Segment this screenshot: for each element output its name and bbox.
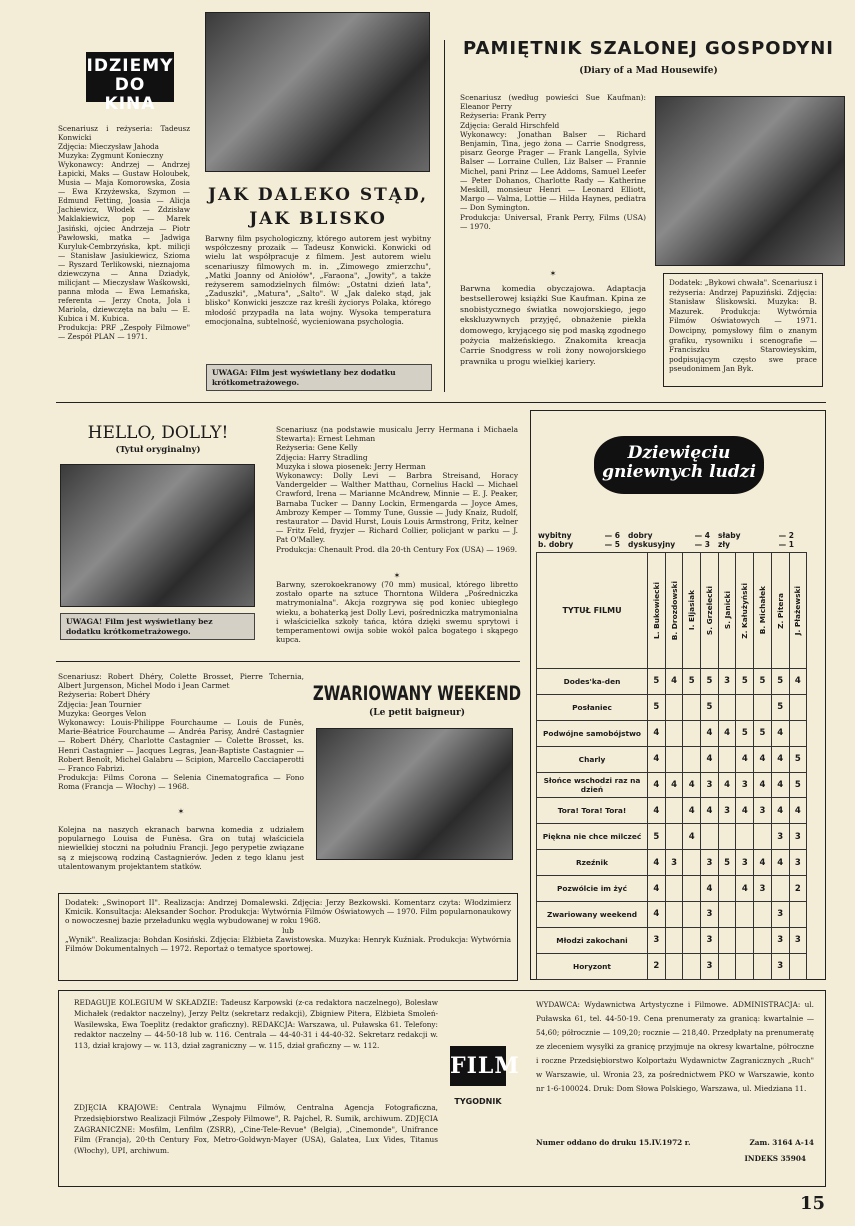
pamietnik-dodatek-box [663, 273, 823, 387]
rating-cell: 4 [771, 746, 789, 772]
footer-index: INDEKS 35904 [744, 1154, 806, 1163]
rating-cell: 4 [648, 720, 666, 746]
film-row [537, 902, 807, 928]
critic-name: Z. Kałużyński [740, 582, 750, 639]
hello-description: Barwny, szerokoekranowy (70 mm) musical, którego libretto zostało oparte na sztuce Thorntona Wildera „Pośredniczka matrymonialna". Akcja rozgrywa się pod koniec ubiegłego wieku, a bohaterką jest Dolly Levi, pośredniczka matrymonialna i właścicielka szkoły tańca, która dzięki swemu sprytowi i temperamentowi owija sobie wokół palca bogatego i skąpego kupca. [276, 580, 518, 645]
rating-cell: 3 [789, 850, 807, 876]
rating-cell [789, 902, 807, 928]
critic-name: S. Grzelecki [704, 585, 714, 636]
rating-cell: 3 [736, 850, 754, 876]
critic-header [754, 553, 772, 669]
critic-name: B. Drozdowski [669, 580, 679, 641]
rating-cell: 5 [648, 669, 666, 695]
rating-cell [665, 953, 683, 979]
critic-header [789, 553, 807, 669]
rating-cell: 5 [789, 772, 807, 798]
rating-cell: 4 [665, 772, 683, 798]
legend-value: — 5 [604, 540, 620, 549]
rating-cell: 5 [754, 669, 772, 695]
rating-cell: 4 [754, 850, 772, 876]
weekend-description: Kolejna na naszych ekranach barwna komedia z udziałem popularnego Louisa de Funèsa. Gra on tutaj właściciela niewielkiej stoczni na południu Francji. Jego perypetie związane są z miejscową rodziną Castagnierów. Jeden z tego klanu jest utalentowanym projektantem statków. [58, 825, 304, 871]
rating-cell [754, 694, 772, 720]
rating-cell: 5 [648, 694, 666, 720]
rating-cell: 5 [683, 669, 701, 695]
rating-cell: 3 [789, 927, 807, 953]
film-title: Horyzont [537, 953, 648, 979]
rating-cell: 4 [754, 772, 772, 798]
rating-cell [683, 720, 701, 746]
pamietnik-subtitle: (Diary of a Mad Housewife) [579, 66, 718, 76]
rating-cell: 4 [771, 798, 789, 824]
legend-label: dobry [628, 531, 653, 540]
weekend-star: ✶ [177, 807, 185, 816]
rating-cell: 3 [701, 953, 719, 979]
jak-title [198, 183, 438, 231]
jak-description: Barwny film psychologiczny, którego autorem jest wybitny współczesny prozaik — Tadeusz Konwicki. Konwicki od wielu lat współpracuje z filmem. Jest autorem wielu scenariuszy filmowych m. in. „Zimowego zmierzchu", „Matki Joanny od Aniołów", „Faraona", „Jowity", a także reżyserem samodzielnych filmów: „Ostatni dzień lata", „Zaduszki", „Matura", „Salto". W „Jak daleko stąd, jak blisko" Konwicki jeszcze raz kreśli życiorys Polaka, którego młodość przypadła na lata wojny. Wysoka temperatura emocjonalna, subtelność, wycieniowana psychologia. [205, 234, 431, 326]
rating-cell [665, 720, 683, 746]
rating-cell: 4 [683, 798, 701, 824]
rating-cell [736, 927, 754, 953]
rating-cell [771, 876, 789, 902]
film-row [537, 927, 807, 953]
film-logo: FILM [450, 1046, 506, 1086]
film-title: Słońce wschodzi raz na dzień [537, 772, 648, 798]
rating-cell [683, 850, 701, 876]
film-title: Podwójne samobójstwo [537, 720, 648, 746]
rating-cell [718, 902, 736, 928]
rating-cell: 5 [771, 669, 789, 695]
critic-name: B. Michałek [757, 586, 767, 635]
film-title: Piękna nie chce milczeć [537, 824, 648, 850]
critic-name: Z. Pitera [775, 592, 785, 629]
film-title: Pozwólcie im żyć [537, 876, 648, 902]
rating-cell: 3 [771, 927, 789, 953]
rating-cell: 3 [736, 772, 754, 798]
kino-logo-line2: DO KINA [104, 75, 156, 114]
rating-cell: 3 [718, 669, 736, 695]
rating-cell: 4 [771, 850, 789, 876]
rating-cell: 4 [701, 746, 719, 772]
critic-header [718, 553, 736, 669]
rating-cell: 4 [718, 720, 736, 746]
rating-cell [683, 694, 701, 720]
dodatek-wynik: „Wynik". Realizacja: Bohdan Kosiński. Zdjęcia: Elżbieta Zawistowska. Muzyka: Henryk Kuźniak. Produkcja: Wytwórnia Filmów Dokumentalnych — 1972. Reportaż o tematyce sportowej. [65, 934, 511, 954]
legend-label: dyskusyjny [628, 540, 676, 549]
critic-header [665, 553, 683, 669]
critic-name: J. Płażewski [793, 585, 803, 636]
jak-credits: Scenariusz i reżyseria: Tadeusz Konwicki Zdjęcia: Mieczysław Jahoda Muzyka: Zygmunt Konieczny Wykonawcy: Andrzej — Andrzej Łapicki, Maks — Gustaw Holoubek, Musia — Maja Komorowska, Zosia — Ewa Krzyżewska, Szymon — Edmund Fetting, Joasia — Alicja Jachiewicz, Włodek — Zdzisław Maklakiewicz, pop — Marek Jasiński, ojciec Andrzeja — Piotr Pawłowski, matka — Jadwiga Kuryluk-Cembrzyńska, kpt. milicji — Stanisław Jasiukiewicz, Szioma — Ryszard Terlikowski, nieznajoma dziewczyna — Anna Dziadyk, milicjant — Mieczysław Waśkowski, panna młoda — Ewa Lemańska, referenta — Jerzy Cnota, Jola i Mariola, dziewczęta na balu — E. Kubica i M. Kubica. Produkcja: PRF „Zespoły Filmowe" — Zespół PLAN — 1971. [58, 124, 190, 342]
rating-cell: 4 [648, 876, 666, 902]
footer-order-date: Numer oddano do druku 15.IV.1972 r. [536, 1138, 691, 1147]
rating-cell: 4 [718, 772, 736, 798]
rating-cell: 4 [683, 824, 701, 850]
rating-cell: 4 [648, 902, 666, 928]
legend-value: — 2 [778, 531, 794, 540]
footer-editorial: REDAGUJE KOLEGIUM W SKŁADZIE: Tadeusz Karpowski (z-ca redaktora naczelnego), Bolesław Michałek (redaktor naczelny), Jerzy Peltz (sekretarz redakcji), Zbigniew Pitera, Elżbieta Smoleń-Wasilewska, Ewa Toeplitz (redaktor graficzny). REDAKCJA: Warszawa, ul. Puławska 61. Telefony: redaktor naczelny — 44-50-18 lub w. 116. Centrala — 44-40-31 i 44-40-32. Sekretarz redakcji w. 113, dział krajowy — w. 113, dział zagraniczny — w. 115, dział graficzny — w. 112. [74, 998, 438, 1051]
hello-title: HELLO, DOLLY! [87, 423, 229, 443]
jak-photo [205, 12, 430, 172]
pamietnik-photo [655, 96, 845, 266]
rating-cell: 5 [701, 669, 719, 695]
rating-cell: 4 [771, 772, 789, 798]
legend-value: — 1 [778, 540, 794, 549]
jak-title-line2: JAK BLISKO [249, 209, 387, 229]
weekend-credits: Scenariusz: Robert Dhéry, Colette Brosset, Pierre Tchernia, Albert Jurgenson, Michel Modo i Jean Carmet Reżyseria: Robert Dhéry Zdjęcia: Jean Tournier Muzyka: Georges Velon Wykonawcy: Louis-Philippe Fourchaume — Louis de Funès, Marie-Béatrice Fourchaume — Andréa Parisy, André Castagnier — Robert Dhéry, Charlotte Castagnier — Colette Brosset, ks. Henri Castagnier — Jacques Legras, Jean-Baptiste Castagnier — Robert Benoît, Michel Galabru — Scipion, Marcello Cacciaperotti — Franco Fabrizi. Produkcja: Films Corona — Selenia Cinematografica — Fono Roma (Francja — Włochy) — 1968. [58, 672, 304, 792]
film-title: Zwariowany weekend [537, 902, 648, 928]
rating-legend [538, 531, 820, 549]
dodatki-box [58, 893, 518, 981]
rating-cell: 5 [648, 824, 666, 850]
jak-uwaga: UWAGA: Film jest wyświetlany bez dodatku krótkometrażowego. [206, 364, 432, 391]
rating-cell: 2 [648, 953, 666, 979]
rating-cell [683, 746, 701, 772]
rating-cell: 4 [736, 746, 754, 772]
critic-name: I. Eljasiak [687, 590, 697, 631]
rating-cell: 4 [648, 798, 666, 824]
footer-publisher: WYDAWCA: Wydawnictwa Artystyczne i Filmowe. ADMINISTRACJA: ul. Puławska 61, tel. 44-50-19. Cena prenumeraty za granicą: kwartalnie — 54,60; półrocznie — 109,20; rocznie — 218,40. Przedpłaty na prenumeratę ze zleceniem wysyłki za granicę przyjmuje na okresy kwartalne, półroczne i roczne Przedsiębiorstwo Kolportażu Wydawnictw Zagranicznych „Ruch" w Warszawie, ul. Wronia 23, za pośrednictwem PKO w Warszawie, konto nr 1-6-100024. Druk: Dom Słowa Polskiego, Warszawa, ul. Miedziana 11. [536, 1000, 814, 1093]
critic-header [736, 553, 754, 669]
rating-cell: 3 [665, 850, 683, 876]
rating-cell: 3 [771, 824, 789, 850]
rating-cell: 4 [648, 850, 666, 876]
rating-cell: 4 [789, 669, 807, 695]
weekend-title: ZWARIOWANY WEEKEND [312, 682, 522, 706]
rating-cell [718, 876, 736, 902]
legend-value: — 6 [604, 531, 620, 540]
rating-cell [683, 927, 701, 953]
rating-cell: 3 [701, 772, 719, 798]
kino-logo [86, 52, 174, 114]
rating-cell: 3 [701, 902, 719, 928]
film-title: Posłaniec [537, 694, 648, 720]
rating-cell: 3 [771, 953, 789, 979]
legend-label: słaby [718, 531, 741, 540]
critic-name: S. Janicki [722, 591, 732, 630]
dodatek-swinoport: Dodatek: „Swinoport II". Realizacja: Andrzej Domalewski. Zdjęcia: Jerzy Bezkowski. Komentarz czyta: Włodzimierz Kmicik. Konsultacja: Aleksander Sochor. Produkcja: Wytwórnia Filmów Oświatowych — 1970. Film popularnonaukowy o nowoczesnej bazie przeładunku węgla wybudowanej w roku 1968. [65, 898, 511, 926]
critic-header [701, 553, 719, 669]
rating-cell [665, 902, 683, 928]
legend-label: b. dobry [538, 540, 574, 549]
rating-cell [789, 953, 807, 979]
critic-header [683, 553, 701, 669]
rating-cell [665, 694, 683, 720]
rating-cell [665, 746, 683, 772]
hello-photo [60, 464, 255, 607]
rating-cell: 5 [736, 720, 754, 746]
rating-cell [736, 953, 754, 979]
rating-cell: 3 [754, 798, 772, 824]
film-title: Rzeźnik [537, 850, 648, 876]
rating-cell: 5 [701, 694, 719, 720]
rating-cell: 4 [701, 720, 719, 746]
critic-header [771, 553, 789, 669]
rating-cell: 4 [683, 772, 701, 798]
film-row [537, 876, 807, 902]
rating-cell: 4 [789, 798, 807, 824]
rating-cell: 3 [701, 850, 719, 876]
dziewieciu-title-line1: Dziewięciu [627, 443, 731, 463]
legend-label: zły [718, 540, 731, 549]
rating-cell: 4 [648, 746, 666, 772]
pamietnik-description: Barwna komedia obyczajowa. Adaptacja bestsellerowej książki Sue Kaufman. Kpina ze snobistycznego światka nowojorskiego, jego ekskluzywnych przyjęć, obnażenie piekła domowego, kryjącego się pod maską zgodnego pożycia małżeńskiego. Znakomita kreacja Carrie Snodgress w roli żony nowojorskiego prawnika u progu wielkiej kariery. [460, 284, 646, 366]
rating-cell: 3 [754, 876, 772, 902]
film-title: Charly [537, 746, 648, 772]
rating-cell: 4 [701, 876, 719, 902]
pamietnik-title: PAMIĘTNIK SZALONEJ GOSPODYNI [463, 38, 834, 59]
rating-cell [683, 876, 701, 902]
rating-cell [718, 953, 736, 979]
critic-name: L. Bukowiecki [651, 582, 661, 639]
film-row [537, 746, 807, 772]
rating-cell [789, 694, 807, 720]
pamietnik-credits: Scenariusz (według powieści Sue Kaufman): Eleanor Perry Reżyseria: Frank Perry Zdjęcia: Gerald Hirschfeld Wykonawcy: Jonathan Balser — Richard Benjamin, Tina, jego żona — Carrie Snodgress, pisarz George Prager — Frank Langella, Sylvie Balser — Lorraine Cullen, Liz Balser — Frannie Michel, pani Prinz — Lee Addoms, Samuel Leefer — Peter Dohanos, Charlotte Rady — Katherine Meskill, monsieur Henri — Leonard Elliott, Margo — Valma, Lottie — Hilda Haynes, pediatra — Don Symington. Produkcja: Universal, Frank Perry, Films (USA) — 1970. [460, 93, 646, 231]
rating-cell [754, 902, 772, 928]
rating-cell: 3 [771, 902, 789, 928]
weekend-photo [316, 728, 513, 860]
rating-cell: 5 [736, 669, 754, 695]
page-number: 15 [800, 1193, 826, 1214]
dodatek-lub: lub [282, 925, 294, 935]
rating-cell: 4 [754, 746, 772, 772]
legend-value: — 3 [694, 540, 710, 549]
rating-cell: 5 [771, 694, 789, 720]
rating-cell [683, 902, 701, 928]
rating-cell [665, 927, 683, 953]
rating-cell [754, 927, 772, 953]
rating-cell [754, 953, 772, 979]
hello-uwaga: UWAGA! Film jest wyświetlany bez dodatku krótkometrażowego. [60, 613, 255, 640]
film-row [537, 669, 807, 695]
rating-cell [736, 824, 754, 850]
rating-cell: 3 [789, 824, 807, 850]
rating-cell: 2 [789, 876, 807, 902]
film-row [537, 772, 807, 798]
rating-cell: 4 [648, 772, 666, 798]
pamietnik-dodatek: Dodatek: „Bykowi chwała". Scenariusz i reżyseria: Andrzej Papuziński. Zdjęcia: Stanisław Śliskowski. Muzyka: B. Mazurek. Produkcja: Wytwórnia Filmów Oświatowych — 1971. Dowcipny, pomysłowy film o znanym grafiku, rysowniku i scenografie — Franciszku Starowieyskim, podpisującym często swe prace pseudonimem Jan Byk. [669, 278, 818, 374]
rating-cell [665, 876, 683, 902]
weekend-subtitle: (Le petit baigneur) [369, 708, 465, 718]
film-logo-sub: TYGODNIK [454, 1097, 502, 1106]
hello-credits: Scenariusz (na podstawie musicalu Jerry Hermana i Michaela Stewarta): Ernest Lehman Reżyseria: Gene Kelly Zdjęcia: Harry Stradling Muzyka i słowa piosenek: Jerry Herman Wykonawcy: Dolly Levi — Barbra Streisand, Horacy Vandergelder — Walther Matthau, Cornelius Hackl — Michael Crawford, Irena — Marianne McAndrew, Minnie — E. J. Peaker, Barnaba Tucker — Danny Lockin, Ermengarda — Joyce Ames, Ambrozy Kemper — Tommy Tune, Gussie — Judy Knaiz, Rudolf, restaurator — David Hurst, Louis Louis Armstrong, Fritz, kelner — Fritz Feld, fryzjer — Richard Collier, policjant w parku — J. Pat O'Malley. Produkcja: Chenault Prod. dla 20-th Century Fox (USA) — 1969. [276, 425, 518, 554]
film-row [537, 953, 807, 979]
rating-cell: 3 [648, 927, 666, 953]
film-row [537, 824, 807, 850]
film-title: Młodzi zakochani [537, 927, 648, 953]
rating-cell: 4 [736, 798, 754, 824]
rating-cell: 5 [718, 850, 736, 876]
rating-cell [736, 902, 754, 928]
rating-cell: 5 [789, 746, 807, 772]
rating-cell [701, 824, 719, 850]
rating-cell [683, 953, 701, 979]
film-title: Tora! Tora! Tora! [537, 798, 648, 824]
rating-cell [718, 824, 736, 850]
rating-cell [789, 720, 807, 746]
footer-order-row [536, 1138, 814, 1147]
kino-logo-line1: IDZIEMY [86, 56, 174, 76]
hello-subtitle: (Tytuł oryginalny) [115, 445, 201, 455]
dziewieciu-title-line2: gniewnych ludzi [602, 462, 756, 482]
critic-header [648, 553, 666, 669]
rating-cell [718, 927, 736, 953]
rating-cell [665, 824, 683, 850]
rating-cell: 3 [718, 798, 736, 824]
legend-value: — 4 [694, 531, 710, 540]
film-row [537, 850, 807, 876]
jak-title-line1: JAK DALEKO STĄD, [208, 185, 428, 205]
rating-cell: 3 [701, 927, 719, 953]
footer-zam: Zam. 3164 A-14 [749, 1138, 814, 1147]
film-row [537, 720, 807, 746]
film-row [537, 798, 807, 824]
footer-photos: ZDJĘCIA KRAJOWE: Centrala Wynajmu Filmów, Centralna Agencja Fotograficzna, Przedsiębiorstwo Realizacji Filmów „Zespoły Filmowe", R. Pajchel, R. Sumik, archiwum. ZDJĘCIA ZAGRANICZNE: Mosfilm, Lenfilm (ZSRR), „Cine-Tele-Revue" (Belgia), „Cinemonde", Unifrance Film (Francja), 20-th Century Fox, Metro-Goldwyn-Mayer (USA), Galatea, Lux Vides, Titanus (Włochy), UPI, archiwum. [74, 1103, 438, 1156]
rating-cell: 4 [701, 798, 719, 824]
film-title: Dodes'ka-den [537, 669, 648, 695]
ratings-table [536, 552, 807, 980]
rating-cell [718, 694, 736, 720]
dziewieciu-logo [594, 436, 764, 494]
rating-cell [736, 694, 754, 720]
hello-star: ✶ [393, 571, 401, 580]
rating-cell [718, 746, 736, 772]
film-row [537, 694, 807, 720]
rating-cell: 4 [665, 669, 683, 695]
rating-cell: 4 [736, 876, 754, 902]
rating-cell [665, 798, 683, 824]
title-column-header: TYTUŁ FILMU [537, 553, 648, 669]
rating-cell: 5 [754, 720, 772, 746]
pamietnik-star: ✶ [549, 269, 557, 278]
rating-cell [754, 824, 772, 850]
rating-cell: 4 [771, 720, 789, 746]
ratings-table-wrap [536, 552, 807, 980]
legend-label: wybitny [538, 531, 572, 540]
